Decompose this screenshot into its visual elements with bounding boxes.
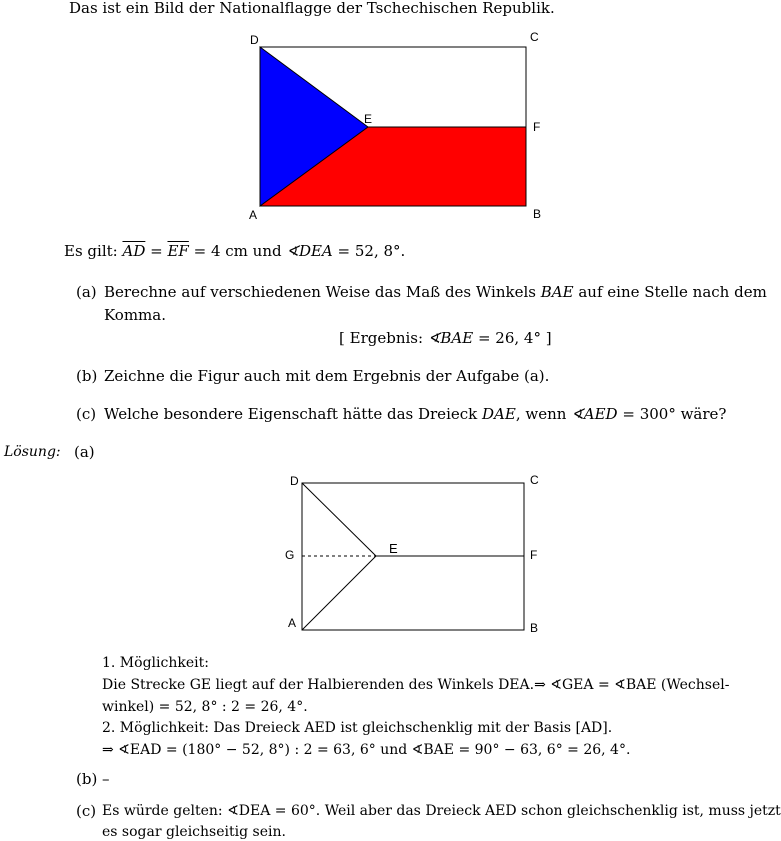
diagram-label-e: E: [389, 541, 398, 556]
given-angle: ∢DEA: [286, 242, 333, 260]
task-c-text2: , wenn: [515, 405, 567, 423]
intro-text: Das ist ein Bild der Nationalflagge der Tschechischen Republik.: [69, 0, 555, 17]
diagram-label-g: G: [285, 548, 295, 562]
flag-label-e: E: [364, 112, 373, 126]
solution-p1-line1: Die Strecke GE liegt auf der Halbierenden des Winkels DEA.⇒ ∢GEA = ∢BAE (Wechsel-: [102, 677, 730, 693]
task-a-label: (a): [76, 283, 97, 301]
diagram-label-f: F: [530, 548, 538, 562]
solution-p2-line1: 2. Möglichkeit: Das Dreieck AED ist gleichschenklig mit der Basis [AD].: [102, 720, 613, 736]
task-c-label: (c): [76, 405, 97, 423]
task-b-text: Zeichne die Figur auch mit dem Ergebnis der Aufgabe (a).: [104, 367, 550, 385]
solution-p1-title: 1. Möglichkeit:: [102, 655, 209, 671]
diagram-label-d: D: [290, 474, 299, 488]
diagram-label-c: C: [530, 473, 539, 487]
solution-heading: Lösung:: [4, 444, 61, 460]
solution-p1-line2: winkel) = 52, 8° : 2 = 26, 4°.: [102, 699, 308, 715]
segment-ef: $\overline{EF}$: [167, 242, 189, 260]
solution-c-line2: es sogar gleichseitig sein.: [102, 824, 286, 840]
task-c-text1: Welche besondere Eigenschaft hätte das Dreieck: [104, 405, 478, 423]
given-eq1: =: [150, 242, 163, 260]
result-angle: ∢BAE: [427, 329, 474, 347]
solution-a-label: (a): [74, 443, 95, 461]
diagram-label-a: A: [288, 616, 297, 630]
given-value: = 52, 8°.: [337, 242, 406, 260]
task-c-angle: ∢AED: [571, 405, 618, 423]
result-open: [ Ergebnis:: [339, 329, 424, 347]
task-c-var: DAE: [482, 405, 516, 423]
flag-label-b: B: [533, 207, 542, 221]
flag-label-a: A: [249, 208, 258, 222]
task-a-text-end: auf eine Stelle nach dem: [578, 283, 767, 301]
given-eq2: = 4 cm und: [193, 242, 282, 260]
diagram-line-de: [302, 483, 376, 556]
task-a-line2: Komma.: [104, 306, 166, 324]
task-a-var: BAE: [540, 283, 574, 301]
solution-c-label: (c): [76, 802, 97, 820]
result-value: = 26, 4° ]: [477, 329, 552, 347]
flag-label-c: C: [530, 30, 539, 44]
task-b-label: (b): [76, 367, 98, 385]
given-prefix: Es gilt:: [64, 242, 118, 260]
solution-b-text: –: [102, 770, 110, 788]
diagram-label-b: B: [530, 621, 539, 635]
solution-p2-line2: ⇒ ∢EAD = (180° − 52, 8°) : 2 = 63, 6° und ∢BAE = 90° − 63, 6° = 26, 4°.: [102, 742, 631, 758]
flag-label-f: F: [533, 120, 541, 134]
solution-c-line1: Es würde gelten: ∢DEA = 60°. Weil aber das Dreieck AED schon gleichschenklig ist, muss jetzt: [102, 803, 781, 819]
flag-label-d: D: [250, 33, 259, 47]
diagram-line-ae: [302, 556, 376, 630]
solution-b-label: (b): [76, 770, 98, 788]
task-c-text3: = 300° wäre?: [622, 405, 727, 423]
segment-ad: $\overline{AD}$: [122, 242, 146, 260]
task-a-text: Berechne auf verschiedenen Weise das Maß des Winkels: [104, 283, 536, 301]
